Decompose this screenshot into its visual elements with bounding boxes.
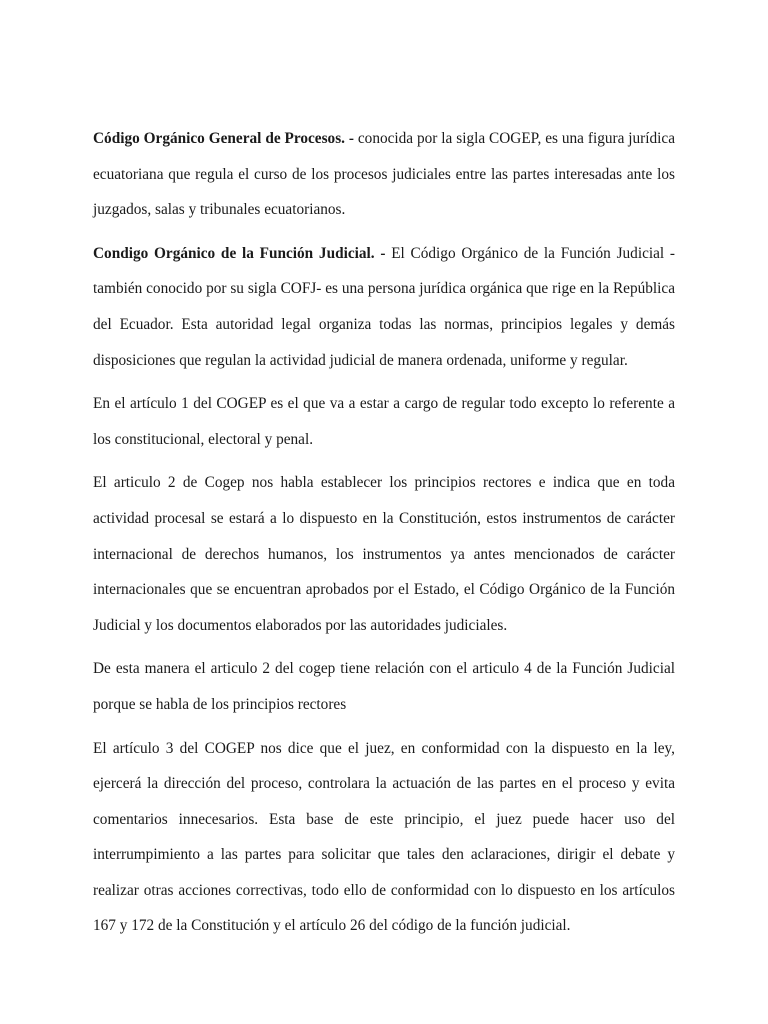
paragraph-cogep-definition: [93, 121, 675, 228]
paragraph-text: De esta manera el articulo 2 del cogep tiene relación con el articulo 4 de la Función Judicial porque se habla de los principios rectores: [93, 660, 675, 713]
paragraph-heading: Código Orgánico General de Procesos. -: [93, 130, 354, 147]
paragraph-article-2: [93, 465, 675, 643]
paragraph-text: conocida por la sigla COGEP, es una figura jurídica ecuatoriana que regula el curso de los procesos judiciales entre las partes interesadas ante los juzgados, salas y tribunales ecuatorianos.: [93, 130, 675, 219]
paragraph-cofj-definition: [93, 236, 675, 378]
paragraph-article-1: [93, 386, 675, 457]
paragraph-text: El artículo 3 del COGEP nos dice que el juez, en conformidad con la dispuesto en la ley, ejercerá la dirección del proceso, controlara la actuación de las partes en el proceso y evita comentarios innecesarios. Esta base de este principio, el juez puede hacer uso del interrumpimiento a las partes para solicitar que tales den aclaraciones, dirigir el debate y realizar otras acciones correctivas, todo ello de conformidad con lo dispuesto en los artículos 167 y 172 de la Constitución y el artículo 26 del código de la función judicial.: [93, 739, 675, 935]
paragraph-article-2-relation: [93, 651, 675, 722]
paragraph-text: El Código Orgánico de la Función Judicial -también conocido por su sigla COFJ- es una persona jurídica orgánica que rige en la República del Ecuador. Esta autoridad legal organiza todas las normas, principios legales y demás disposiciones que regulan la actividad judicial de manera ordenada, uniforme y regular.: [93, 244, 676, 369]
paragraph-text: El articulo 2 de Cogep nos habla establecer los principios rectores e indica que en toda actividad procesal se estará a lo dispuesto en la Constitución, estos instrumentos de carácter internacional de derechos humanos, los instrumentos ya antes mencionados de carácter internacionales que se encuentran aprobados por el Estado, el Código Orgánico de la Función Judicial y los documentos elaborados por las autoridades judiciales.: [93, 474, 675, 634]
paragraph-text: En el artículo 1 del COGEP es el que va a estar a cargo de regular todo excepto lo referente a los constitucional, electoral y penal.: [93, 395, 675, 448]
document-body: [93, 121, 675, 952]
paragraph-article-3: [93, 731, 675, 945]
paragraph-heading: Condigo Orgánico de la Función Judicial. -: [93, 244, 386, 262]
